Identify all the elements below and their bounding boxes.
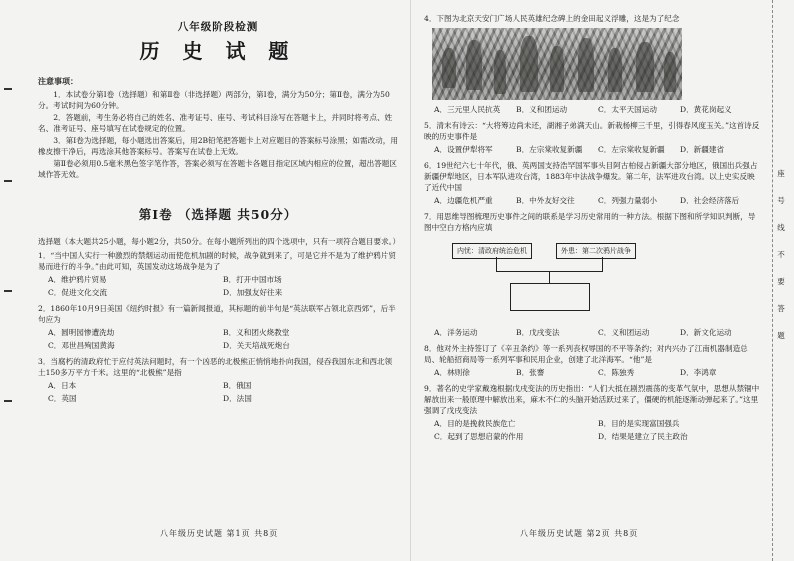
question-6	[424, 160, 762, 208]
question-8	[424, 343, 762, 380]
option: D．社会经济落后	[680, 196, 740, 205]
option: C．列强力量弱小	[598, 196, 657, 205]
option: B．左宗棠收复新疆	[516, 145, 583, 154]
question-options	[424, 195, 762, 208]
option: C．陈独秀	[598, 368, 635, 377]
question-options	[424, 104, 762, 117]
binding-char: 要	[777, 277, 785, 286]
binding-char: 线	[777, 223, 785, 232]
exam-title: 历 史 试 题	[139, 39, 297, 64]
option: A．林则徐	[434, 368, 470, 377]
option: B．义和团运动	[516, 105, 568, 114]
option: D．黄花岗起义	[680, 105, 732, 114]
binding-char: 号	[777, 196, 785, 205]
option: A．圆明园惨遭洗劫	[48, 327, 115, 337]
option: A．边疆危机严重	[434, 196, 493, 205]
binding-line	[772, 0, 773, 561]
question-stem: 3．当腐朽的清政府忙于应付英法问题时，有一个凶恶的北极熊正悄悄地扑向我国，侵吞我国东北和西北领土150多万平方千米。这里的“北极熊”是指	[38, 356, 393, 377]
question-7	[424, 211, 762, 340]
question-2	[38, 303, 398, 353]
option: D．法国	[223, 393, 252, 403]
left-page-footer: 八年级历史试题 第1页 共8页	[160, 529, 279, 538]
binding-char: 题	[777, 331, 785, 340]
question-options	[38, 380, 398, 406]
right-page-footer: 八年级历史试题 第2页 共8页	[520, 529, 639, 538]
option: C．起到了思想启蒙的作用	[434, 432, 524, 441]
note-item: 2．答题前，考生务必将自己的姓名、准考证号、座号、考试科目涂写在答题卡上，并同时将考点、姓名、准考证号、座号填写在试卷规定的位置。	[38, 112, 393, 133]
option: A．洋务运动	[434, 328, 478, 337]
right-page	[424, 10, 762, 444]
part1-instruction: 选择题（本大题共25小题，每小题2分，共50分。在每小题所列出的四个选项中，只有一项符合题目要求。）	[38, 236, 401, 246]
question-stem: 8．他对外主持签订了《辛丑条约》等一系列丧权辱国的不平等条约；对内兴办了江南机器制造总局、轮船招商局等一系列军事和民用企业，创建了北洋海军。“他”是	[424, 344, 748, 364]
option: C．太平天国运动	[598, 105, 657, 114]
option: C．左宗棠收复新疆	[598, 145, 665, 154]
question-9	[424, 383, 762, 444]
question-stem: 5．清末有诗云：“大将筹边尚未还，湖湘子弟满天山。新栽杨柳三千里，引得春风度玉关。”这首诗反映的历史事件是	[424, 121, 760, 141]
exam-subtitle: 八年级阶段检测	[177, 21, 259, 33]
binding-char: 座	[777, 169, 785, 178]
option: D．新文化运动	[680, 328, 732, 337]
option: A．目的是挽救民族危亡	[434, 419, 516, 428]
question-1	[38, 250, 398, 300]
option: B．义和团火烧教堂	[223, 327, 290, 337]
question-stem: 4．下图为北京天安门广场人民英雄纪念碑上的金田起义浮雕，这是为了纪念	[424, 14, 680, 23]
question-stem: 6．19世纪六七十年代，俄、英两国支持浩罕国军事头目阿古柏侵占新疆大部分地区，俄国出兵强占新疆伊犁地区，日本军队进攻台湾，1883年中法战争爆发。第二年，法军进攻台湾。以上史实反映了近代中国	[424, 161, 758, 192]
question-options	[424, 418, 762, 444]
question-5	[424, 120, 762, 157]
option: B．目的是实现富国强兵	[598, 419, 680, 428]
diagram-box-outer: 外患：第二次鸦片战争	[556, 243, 636, 259]
option: B．俄国	[223, 380, 252, 390]
question-stem: 7．用思维导图梳理历史事件之间的联系是学习历史常用的一种方法。根据下图和所学知识判断，导图中空白方格内应填	[424, 212, 756, 232]
option: D．新疆建省	[680, 145, 725, 154]
binding-char: 答	[777, 304, 785, 313]
question-options	[424, 367, 762, 380]
option: D．关天培战死炮台	[223, 340, 290, 350]
option: D．李鸿章	[680, 368, 717, 377]
option: B．戊戌变法	[516, 328, 560, 337]
option: A．设置伊犁将军	[434, 145, 493, 154]
question-4	[424, 13, 762, 117]
question-options	[38, 274, 398, 300]
option: A．维护鸦片贸易	[48, 274, 107, 284]
option: A．三元里人民抗英	[434, 105, 501, 114]
question-stem: 9．著名的史学家戴逸根据戊戌变法的历史指出：“人们大抵在剧烈震荡的变革气氛中，思想从禁锢中解放出来一般原理中解放出来，麻木不仁的头脑开始活跃过来了，僵硬的机能逐渐动弹起来了。”这里强调了戊戌变法	[424, 384, 760, 415]
binding-marks	[4, 60, 14, 520]
note-item: 3．第Ⅰ卷为选择题，每小题选出答案后，用2B铅笔把答题卡上对应题目的答案标号涂黑；如需改动，用橡皮擦干净后，再选涂其他答案标号。答案写在试卷上无效。	[38, 135, 398, 156]
diagram-blank-box	[510, 283, 590, 311]
option: C．促进文化交流	[48, 287, 107, 297]
left-page	[38, 10, 401, 406]
question-options	[424, 144, 762, 157]
question-stem: 1．“当中国人实行一种激烈的禁烟运动而使危机加剧的时候，战争就到来了，可是它并不是为了维护鸦片贸易而进行的斗争。”由此可知，英国发动这场战争是为了	[38, 250, 397, 271]
question-stem: 2．1860年10月9日美国《纽约时报》有一篇新闻报道，其标题的前半句是“英法联军占领北京西郊”，后半句应为	[38, 303, 396, 324]
note-item: 1．本试卷分第Ⅰ卷（选择题）和第Ⅱ卷（非选择题）两部分，第Ⅰ卷，满分为50分；第Ⅱ卷，满分为50分。考试时间为60分钟。	[38, 89, 390, 110]
binding-char: 不	[777, 250, 785, 259]
question-options	[38, 327, 398, 353]
option: A．日本	[48, 380, 77, 390]
option: B．中外友好交往	[516, 196, 575, 205]
mind-map-diagram	[424, 239, 762, 323]
question-3	[38, 356, 398, 406]
part1-title: 第Ⅰ卷 （选择题 共50分）	[138, 206, 298, 222]
option: D．加强友好往来	[223, 287, 283, 297]
option: D．结果是建立了民主政治	[598, 432, 688, 441]
relief-sculpture-image	[432, 28, 682, 100]
option: B．打开中国市场	[223, 274, 282, 284]
option: C．邓世昌殉国黄海	[48, 340, 115, 350]
option: C．义和团运动	[598, 328, 650, 337]
binding-warning	[775, 160, 787, 349]
question-options	[424, 327, 762, 340]
note-item: 第Ⅱ卷必须用0.5毫米黑色签字笔作答，答案必须写在答题卡各题目指定区域内相应的位置，超出答题区域作答无效。	[38, 158, 397, 179]
option: B．张謇	[516, 368, 545, 377]
notes-heading: 注意事项：	[38, 76, 78, 87]
option: C．英国	[48, 393, 77, 403]
page-divider	[410, 0, 411, 561]
diagram-box-inner: 内忧：清政府统治危机	[452, 243, 532, 259]
